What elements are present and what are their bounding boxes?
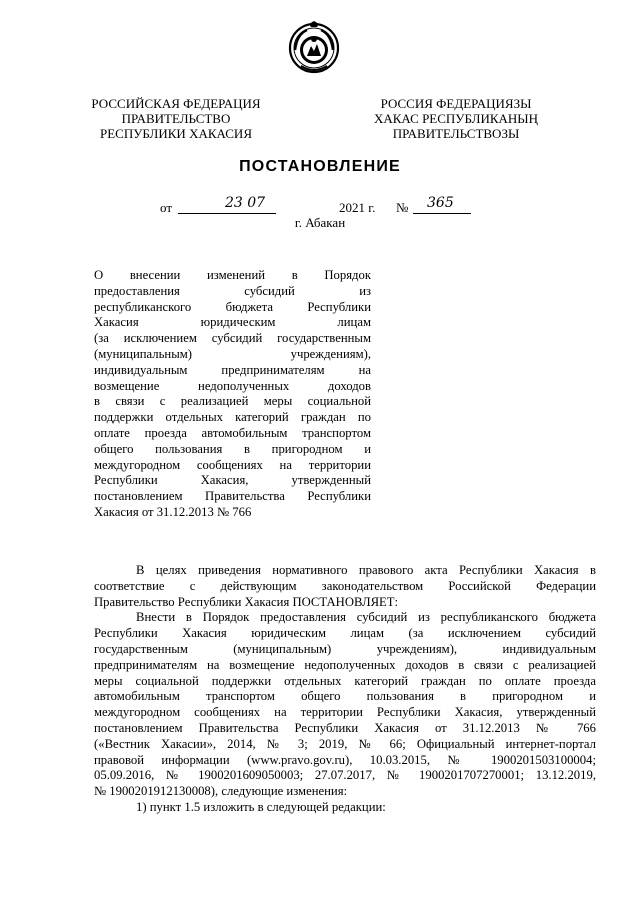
city: г. Абакан (294, 215, 346, 230)
body-line: соответствие с действующим законодательством Российской Федерации (94, 578, 596, 593)
body-line: постановлением Правительства Республики Хакасия от 31.12.2013 № 766 (94, 720, 596, 735)
subject-line: (муниципальным) учреждениям), (94, 346, 371, 361)
body-line: междугородном сообщениях на территории Республики Хакасия, утвержденный (94, 705, 596, 720)
date-underline (178, 213, 276, 214)
header-left (84, 96, 268, 141)
date-prefix: от (160, 200, 173, 215)
subject-line: оплате проезда автомобильным транспортом (94, 425, 371, 440)
body-line: Внести в Порядок предоставления субсидий из республиканского бюджета (136, 610, 596, 625)
body-line: 1) пункт 1.5 изложить в следующей редакции: (136, 799, 386, 814)
header-right-line: ХАКАС РЕСПУБЛИКАНЫҢ (373, 111, 539, 126)
subject-line: (за исключением субсидий государственным (94, 331, 371, 346)
body-line: государственным (муниципальным) учреждениям), индивидуальным (94, 641, 596, 656)
header-left-line: ПРАВИТЕЛЬСТВО (121, 111, 231, 126)
subject-line: Хакасия юридическим лицам (94, 315, 371, 330)
subject-line: междугородном сообщениях на территории (94, 457, 371, 472)
header-right-line: РОССИЯ ФЕДЕРАЦИЯЗЫ (380, 96, 532, 111)
body-line: Республики Хакасия юридическим лицам (за исключением субсидий (94, 626, 596, 641)
body-line: Правительство Республики Хакасия ПОСТАНОВЛЯЕТ: (94, 594, 399, 609)
date-year: 2021 г. (339, 200, 376, 215)
subject-line: О внесении изменений в Порядок (94, 268, 371, 282)
document-title: ПОСТАНОВЛЕНИЕ (239, 158, 401, 175)
body-line: № 1900201912130008), следующие изменения: (94, 784, 348, 799)
header-left-line: РЕСПУБЛИКИ ХАКАСИЯ (99, 126, 252, 141)
body-line: предпринимателям на возмещение недополученных доходов в связи с реализацией (94, 657, 596, 672)
subject-line: республиканского бюджета Республики (94, 299, 371, 314)
subject-line: в связи с реализацией меры социальной (94, 394, 371, 409)
number-underline (413, 213, 471, 214)
subject-line: индивидуальным предпринимателям на (94, 362, 371, 377)
header-right-line: ПРАВИТЕЛЬСТВОЗЫ (392, 126, 520, 141)
handwritten-date: 23 07 (225, 195, 266, 211)
subject-line: Республики Хакасия, утвержденный (94, 473, 371, 488)
body-line: правовой информации (www.pravo.gov.ru), 10.03.2015, № 1900201503100004; (94, 752, 596, 767)
subject-line: Хакасия от 31.12.2013 № 766 (94, 504, 252, 519)
subject-line: предоставления субсидий из (94, 283, 371, 298)
header-left-line: РОССИЙСКАЯ ФЕДЕРАЦИЯ (91, 96, 261, 111)
body-line: («Вестник Хакасии», 2014, № 3; 2019, № 66; Официальный интернет-портал (94, 736, 596, 751)
body-text (94, 563, 596, 816)
header-right (366, 96, 546, 141)
body-line: меры социальной поддержки отдельных категорий граждан по оплате проезда (94, 673, 596, 688)
handwritten-number: 365 (427, 195, 454, 211)
subject-block (94, 268, 371, 521)
subject-line: возмещение недополученных доходов (94, 378, 371, 393)
subject-line: постановлением Правительства Республики (94, 489, 371, 504)
number-sign: № (396, 200, 409, 215)
body-line: В целях приведения нормативного правового акта Республики Хакасия в (136, 563, 596, 577)
subject-line: поддержки отдельных категорий граждан по (94, 410, 371, 425)
coat-of-arms-icon (287, 20, 341, 74)
body-line: автомобильным транспортом общего пользования в пригородном и (94, 689, 596, 704)
body-line: 05.09.2016, № 1900201609050003; 27.07.2017, № 1900201707270001; 13.12.2019, (94, 768, 596, 783)
subject-line: общего пользования в пригородном и (94, 441, 371, 456)
